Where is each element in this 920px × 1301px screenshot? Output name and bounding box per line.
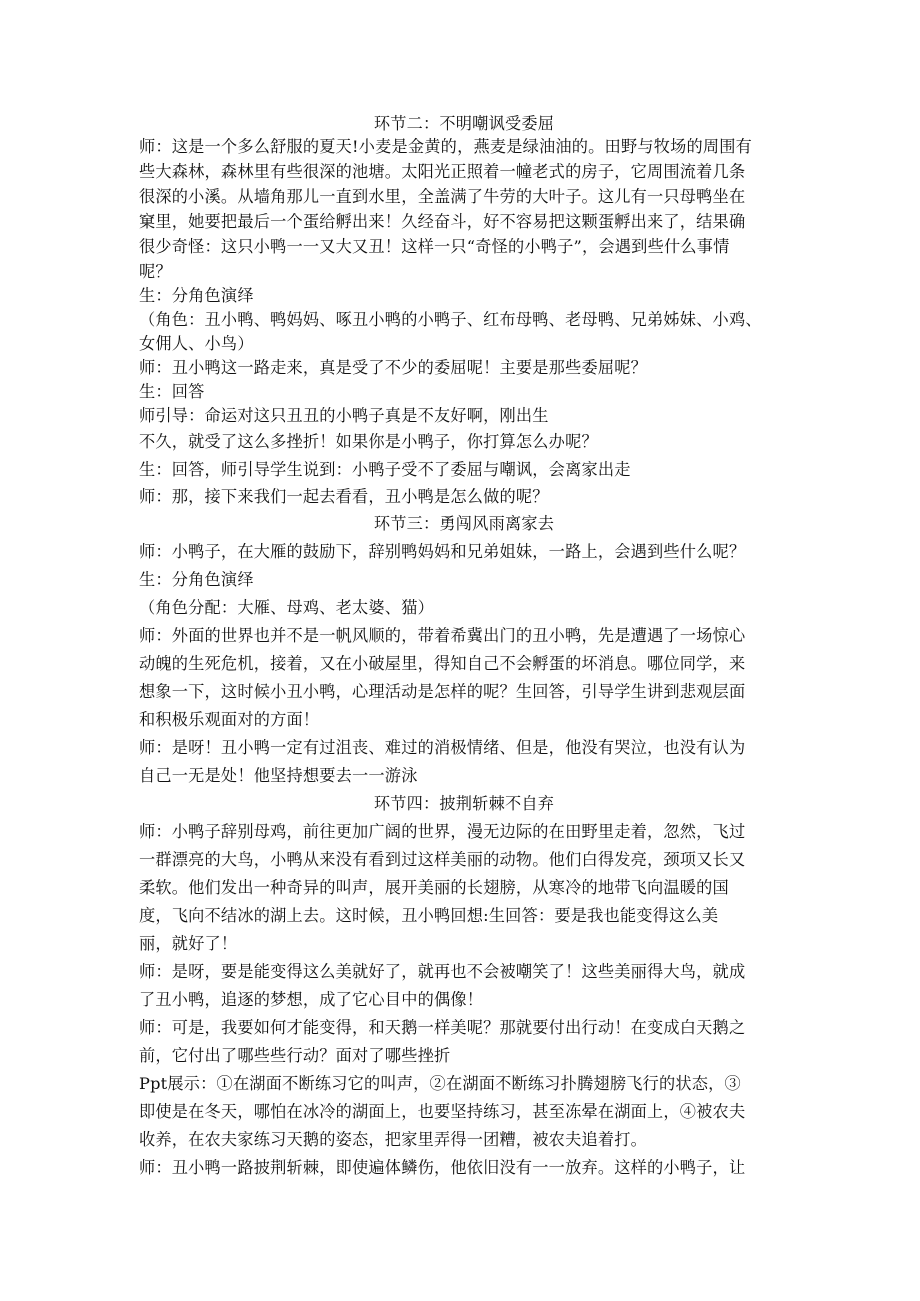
paragraph-line: 师：可是，我要如何才能变得，和天鹅一样美呢？那就要付出行动！在变成白天鹅之 — [139, 1018, 746, 1037]
paragraph-line: 丽，就好了！ — [139, 934, 238, 953]
paragraph-line: 生：分角色演绎 — [139, 286, 254, 305]
paragraph-line: 师：是呀！丑小鸭一定有过沮丧、难过的消极情绪、但是，他没有哭泣，也没有认为 — [139, 738, 746, 757]
paragraph-line: （角色分配：大雁、母鸡、老太婆、猫） — [139, 598, 434, 617]
paragraph-line: 女佣人、小鸟） — [139, 334, 254, 353]
paragraph-line: 动魄的生死危机，接着，又在小破屋里，得知自己不会孵蛋的坏消息。哪位同学，来 — [139, 654, 746, 673]
paragraph-line: 师：小鸭子辞别母鸡，前往更加广阔的世界，漫无边际的在田野里走着，忽然，飞过 — [139, 822, 746, 841]
paragraph-line: 师：丑小鸭一路披荆斩棘，即使遍体鳞伤，他依旧没有一一放弃。这样的小鸭子，让 — [139, 1158, 746, 1177]
paragraph-line: 自己一无是处！他坚持想要去一一游泳 — [139, 766, 418, 785]
paragraph-line: 生：回答，师引导学生说到：小鸭子受不了委屈与嘲讽，会离家出走 — [139, 460, 631, 479]
paragraph-line: 师：这是一个多么舒服的夏天!小麦是金黄的，燕麦是绿油油的。田野与牧场的周围有 — [139, 137, 753, 156]
paragraph-line: 前，它付出了哪些些行动？面对了哪些挫折 — [139, 1046, 451, 1065]
section-heading-3: 环节三：勇闯风雨离家去 — [373, 514, 555, 533]
paragraph-line: 不久，就受了这么多挫折！如果你是小鸭子，你打算怎么办呢？ — [139, 432, 598, 451]
paragraph-line: 一群漂亮的大鸟，小鸭从来没有看到过这样美丽的动物。他们白得发亮，颈项又长又 — [139, 850, 746, 869]
paragraph-line: 窠里，她要把最后一个蛋给孵出来！久经奋斗，好不容易把这颗蛋孵出来了，结果确 — [139, 212, 746, 231]
paragraph-line: 想象一下，这时候小丑小鸭，心理活动是怎样的呢？生回答，引导学生讲到悲观层面 — [139, 682, 746, 701]
paragraph-line: 收养，在农夫家练习天鹅的姿态，把家里弄得一团糟，被农夫追着打。 — [139, 1130, 648, 1149]
paragraph-line: 度，飞向不结冰的湖上去。这时候，丑小鸭回想:生回答：要是我也能变得这么美 — [139, 906, 719, 925]
paragraph-line: 呢？ — [139, 262, 172, 281]
paragraph-line: （角色：丑小鸭、鸭妈妈、啄丑小鸭的小鸭子、红布母鸭、老母鸭、兄弟姊妹、小鸡、 — [139, 310, 762, 329]
paragraph-line: 很少奇怪：这只小鸭一一又大又丑！这样一只“奇怪的小鸭子”，会遇到些什么事情 — [139, 237, 730, 256]
section-heading-4: 环节四：披荆斩棘不自弃 — [373, 794, 555, 813]
paragraph-line: 师：外面的世界也并不是一帆风顺的，带着希冀出门的丑小鸭，先是遭遇了一场惊心 — [139, 626, 746, 645]
paragraph-line: 很深的小溪。从墙角那儿一直到水里，全盖满了牛劳的大叶子。这儿有一只母鸭坐在 — [139, 187, 746, 206]
paragraph-line: 师：是呀，要是能变得这么美就好了，就再也不会被嘲笑了！这些美丽得大鸟，就成 — [139, 962, 746, 981]
paragraph-line: 即使是在冬天，哪怕在冰冷的湖面上，也要坚持练习，甚至冻晕在湖面上，④被农夫 — [139, 1102, 746, 1121]
paragraph-line: 师：丑小鸭这一路走来，真是受了不少的委屈呢！主要是那些委屈呢？ — [139, 358, 648, 377]
paragraph-line: 柔软。他们发出一种奇异的叫声，展开美丽的长翅膀，从寒冷的地带飞向温暖的国 — [139, 878, 729, 897]
paragraph-line: 生：回答 — [139, 382, 205, 401]
paragraph-line: 了丑小鸭，追逐的梦想，成了它心目中的偶像！ — [139, 990, 484, 1009]
paragraph-line: 生：分角色演绎 — [139, 570, 254, 589]
section-heading-2: 环节二：不明嘲讽受委屈 — [373, 114, 555, 133]
paragraph-line: 师引导：命运对这只丑丑的小鸭子真是不友好啊，刚出生 — [139, 406, 549, 425]
paragraph-line: 和积极乐观面对的方面！ — [139, 710, 320, 729]
paragraph-line: Ppt展示：①在湖面不断练习它的叫声，②在湖面不断练习扑腾翅膀飞行的状态，③ — [139, 1074, 741, 1093]
paragraph-line: 师：那，接下来我们一起去看看，丑小鸭是怎么做的呢？ — [139, 487, 549, 506]
paragraph-line: 些大森林，森林里有些很深的池塘。太阳光正照着一幢老式的房子，它周围流着几条 — [139, 162, 746, 181]
paragraph-line: 师：小鸭子，在大雁的鼓励下，辞别鸭妈妈和兄弟姐妹，一路上，会遇到些什么呢？ — [139, 542, 746, 561]
